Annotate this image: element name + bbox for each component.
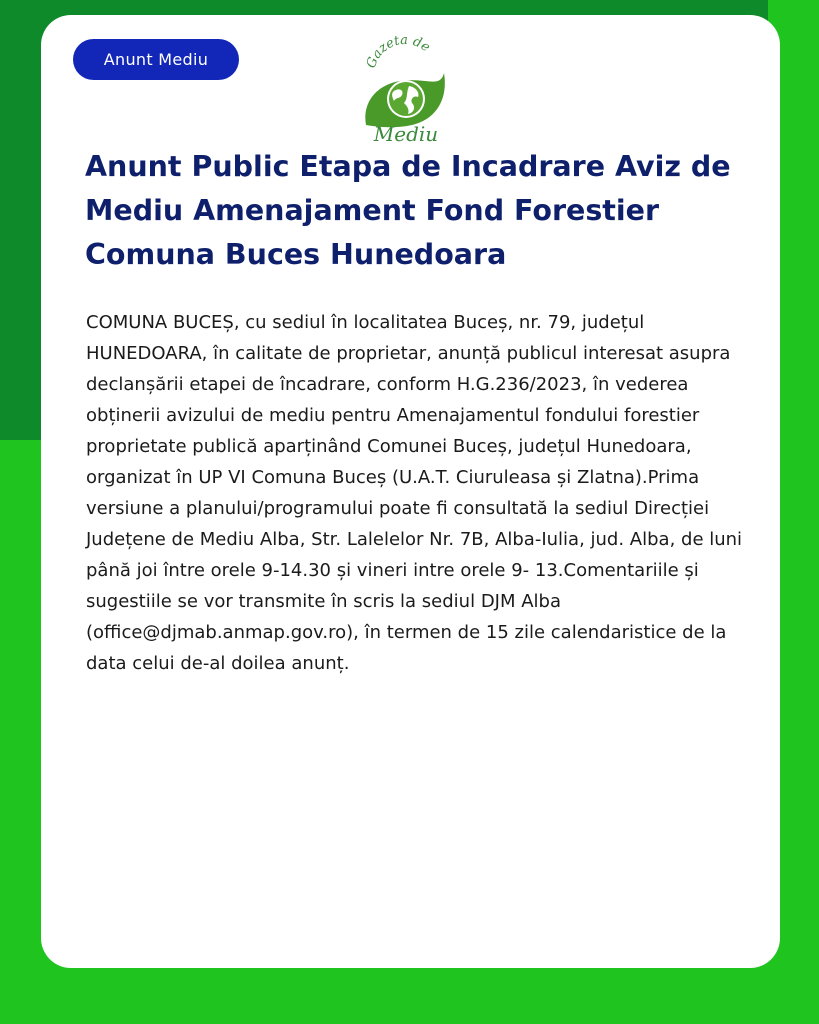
article-title: Anunt Public Etapa de Incadrare Aviz de Mediu Amenajament Fond Forestier Comuna Buces Hunedoara [85,150,731,271]
site-logo[interactable] [354,33,454,145]
article-card [41,15,780,968]
category-badge[interactable] [73,39,239,80]
logo-text-bottom: Mediu [373,122,439,145]
svg-text:Gazeta de [364,33,433,70]
article-body: COMUNA BUCEȘ, cu sediul în localitatea Buceș, nr. 79, județul HUNEDOARA, în calitate de proprietar, anunță publicul interesat asupra declanșării etapei de încadrare, conform H.G.236/2023, în vederea obținerii avizului de mediu pentru Amenajamentul fondului forestier proprietate publică aparținând Comunei Buceș, județul Hunedoara, organizat în UP VI Comuna Buceș (U.A.T. Ciuruleasa și Zlatna).Prima versiune a planului/programului poate fi consultată la sediul Direcției Județene de Mediu Alba, Str. Lalelelor Nr. 7B, Alba-Iulia, jud. Alba, de luni până joi între orele 9-14.30 și vineri intre orele 9- 13.Comentariile și sugestiile se vor transmite în scris la sediul DJM Alba (office@djmab.anmap.gov.ro), în termen de 15 zile calendaristice de la data celui de-al doilea anunț. [86,312,743,674]
logo-text-top: Gazeta de [363,33,433,71]
globe-leaf-icon [354,33,454,145]
category-badge-label: Anunt Mediu [103,50,209,69]
